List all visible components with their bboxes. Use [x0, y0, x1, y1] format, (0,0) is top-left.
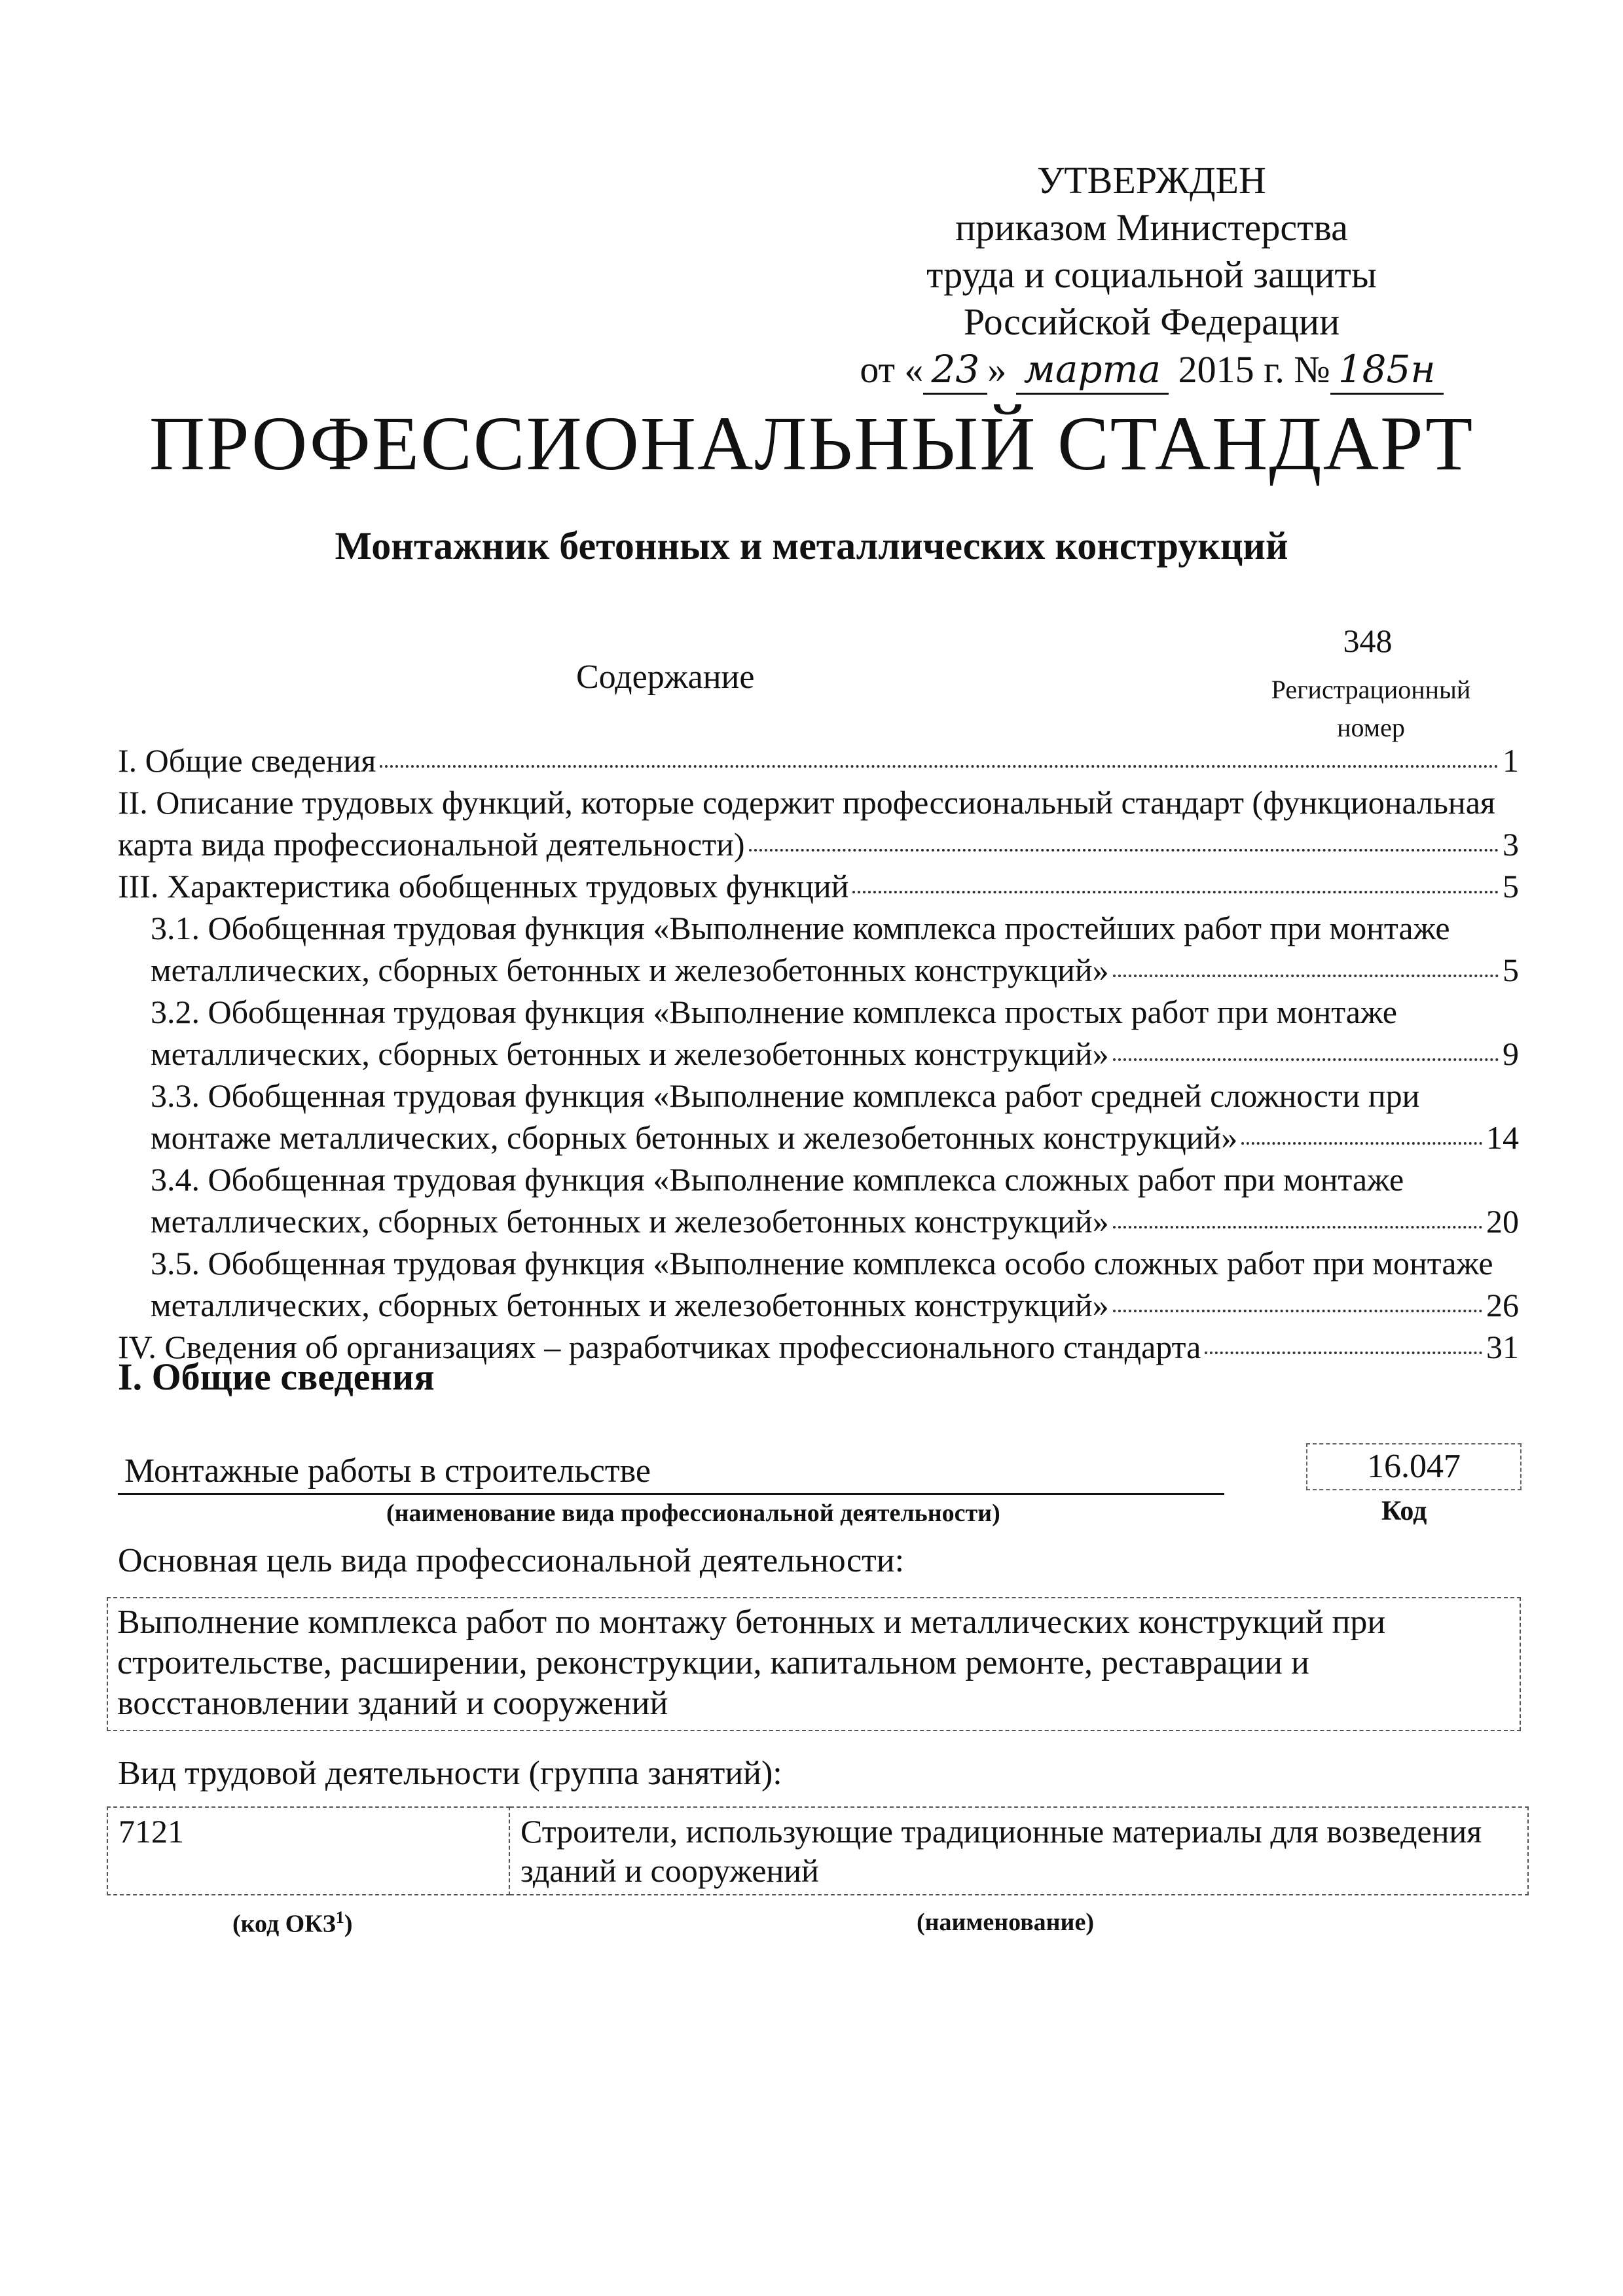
caption-end: ): [344, 1910, 353, 1938]
occupation-label: Вид трудовой деятельности (группа занятий):: [118, 1755, 782, 1792]
toc-item-2[interactable]: [118, 781, 1519, 865]
toc-leader: [749, 848, 1499, 852]
approval-line3: труда и социальной защиты: [926, 253, 1377, 296]
toc-item-text: I. Общие сведения: [118, 742, 376, 779]
toc-item-text: карта вида профессиональной деятельности): [118, 826, 745, 863]
date-day: 23: [923, 346, 987, 395]
occupation-name-cell: Строители, использующие традиционные материалы для возведения зданий и сооружений: [509, 1807, 1528, 1895]
toc-item-3[interactable]: [118, 865, 1519, 907]
toc-page: 9: [1503, 1035, 1519, 1072]
toc-item-text: III. Характеристика обобщенных трудовых функций: [118, 868, 849, 905]
order-number: 185н: [1330, 346, 1444, 395]
toc-item-text: металлических, сборных бетонных и железобетонных конструкций»: [151, 1035, 1109, 1072]
table-row: [107, 1807, 1528, 1895]
toc-item-3-5[interactable]: [118, 1242, 1519, 1326]
activity-name-caption: (наименование вида профессиональной деятельности): [386, 1499, 1000, 1527]
toc-leader: [1113, 1058, 1499, 1061]
activity-code-box: 16.047: [1306, 1443, 1522, 1490]
goal-text-box: Выполнение комплекса работ по монтажу бетонных и металлических конструкций при строительстве, расширении, реконструкции, капитальном ремонте, реставрации и восстановлении зданий и сооружений: [107, 1597, 1521, 1731]
toc-item-text: II. Описание трудовых функций, которые содержит профессиональный стандарт (функциональная: [118, 784, 1495, 821]
activity-name-field: Монтажные работы в строительстве: [118, 1450, 1224, 1495]
approval-line2: приказом Министерства: [955, 206, 1348, 249]
registration-label: [1240, 671, 1502, 747]
toc-page: 3: [1503, 826, 1519, 863]
toc-leader: [1205, 1351, 1482, 1354]
toc-item-text: металлических, сборных бетонных и железобетонных конструкций»: [151, 1287, 1109, 1323]
registration-number: 348: [1343, 622, 1393, 659]
toc-item-3-4[interactable]: [118, 1158, 1519, 1242]
occupation-code-cell: 7121: [107, 1807, 509, 1895]
toc-item-text: 3.4. Обобщенная трудовая функция «Выполнение комплекса сложных работ при монтаже: [151, 1161, 1404, 1198]
toc-item-1[interactable]: [118, 740, 1519, 781]
table-of-contents: [118, 740, 1519, 1368]
occupation-table: [107, 1806, 1529, 1895]
approval-line4: Российской Федерации: [963, 300, 1340, 343]
toc-item-text: металлических, сборных бетонных и железобетонных конструкций»: [151, 952, 1109, 988]
document-title: ПРОФЕССИОНАЛЬНЫЙ СТАНДАРТ: [149, 401, 1474, 486]
toc-item-text: металлических, сборных бетонных и железобетонных конструкций»: [151, 1203, 1109, 1240]
toc-item-text: IV. Сведения об организациях – разработчиках профессионального стандарта: [118, 1329, 1201, 1365]
toc-item-text: 3.1. Обобщенная трудовая функция «Выполнение комплекса простейших работ при монтаже: [151, 910, 1450, 946]
date-year: 2015 г. №: [1178, 348, 1330, 391]
toc-item-text: 3.2. Обобщенная трудовая функция «Выполнение комплекса простых работ при монтаже: [151, 994, 1397, 1030]
footnote-ref[interactable]: 1: [335, 1908, 344, 1927]
toc-item-3-1[interactable]: [118, 907, 1519, 991]
occupation-name-caption: (наименование): [917, 1909, 1094, 1936]
toc-leader: [1113, 974, 1499, 977]
toc-leader: [1113, 1309, 1482, 1312]
toc-page: 20: [1486, 1203, 1519, 1240]
date-month: марта: [1016, 346, 1169, 395]
toc-page: 26: [1486, 1287, 1519, 1323]
date-prefix: от «: [860, 348, 924, 391]
toc-leader: [852, 890, 1499, 893]
approval-title: УТВЕРЖДЕН: [1037, 159, 1266, 202]
registration-label-line2: номер: [1337, 713, 1405, 742]
toc-page: 5: [1503, 952, 1519, 988]
occupation-code-caption: [232, 1908, 353, 1939]
goal-label: Основная цель вида профессиональной деятельности:: [118, 1542, 905, 1579]
toc-leader: [380, 764, 1499, 768]
toc-page: 31: [1486, 1329, 1519, 1365]
toc-page: 5: [1503, 868, 1519, 905]
toc-item-3-3[interactable]: [118, 1075, 1519, 1158]
caption-text: (код ОКЗ: [232, 1910, 336, 1938]
approval-block: [857, 157, 1446, 395]
toc-leader: [1113, 1225, 1482, 1229]
registration-label-line1: Регистрационный: [1271, 675, 1471, 704]
toc-leader: [1241, 1141, 1482, 1145]
contents-heading: Содержание: [576, 658, 755, 696]
activity-code-caption: Код: [1381, 1496, 1427, 1526]
section-heading-general: I. Общие сведения: [118, 1355, 435, 1398]
toc-item-text: монтаже металлических, сборных бетонных и железобетонных конструкций»: [151, 1119, 1238, 1156]
date-mid: »: [987, 348, 1007, 391]
toc-item-text: 3.3. Обобщенная трудовая функция «Выполнение комплекса работ средней сложности при: [151, 1077, 1420, 1114]
document-subtitle: Монтажник бетонных и металлических конструкций: [335, 524, 1288, 567]
toc-page: 14: [1486, 1119, 1519, 1156]
approval-date-line: [857, 346, 1446, 395]
toc-page: 1: [1503, 742, 1519, 779]
toc-item-text: 3.5. Обобщенная трудовая функция «Выполнение комплекса особо сложных работ при монтаже: [151, 1245, 1493, 1282]
toc-item-3-2[interactable]: [118, 991, 1519, 1075]
